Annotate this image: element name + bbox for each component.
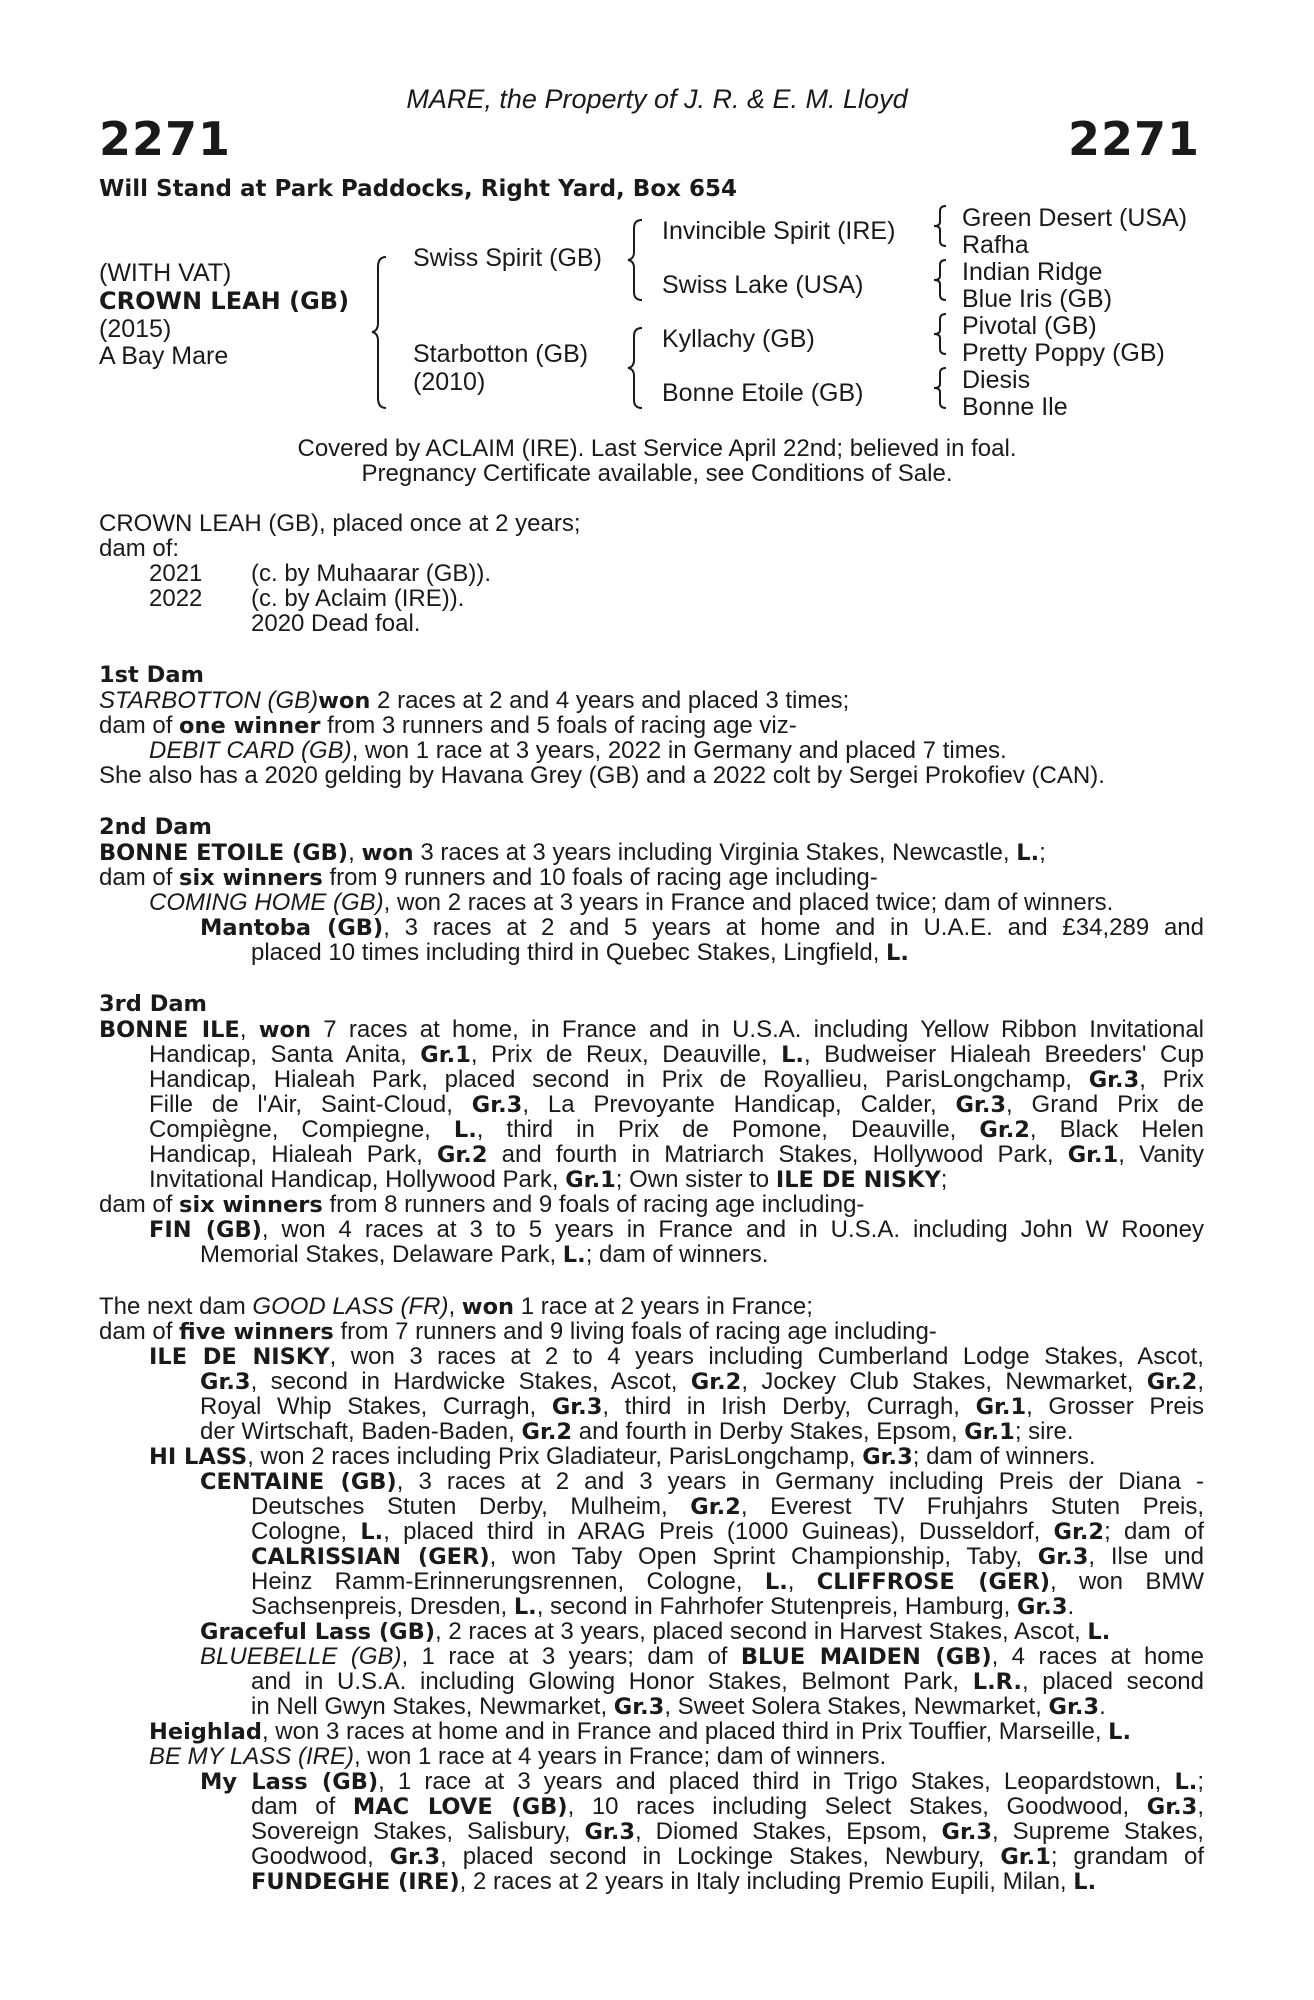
gen3-item: Bonne Ile (962, 393, 1068, 421)
produce-text: (c. by Aclaim (IRE)). (251, 585, 465, 612)
next-dam-line: dam of MAC LOVE (GB), 10 races including Select Stakes, Goodwood, Gr.3, (251, 1793, 1204, 1820)
next-dam-line: Sovereign Stakes, Salisbury, Gr.3, Diomed Stakes, Epsom, Gr.3, Supreme Stakes, (251, 1818, 1204, 1845)
third-dam-line: Handicap, Hialeah Park, Gr.2 and fourth in Matriarch Stakes, Hollywood Park, Gr.1, Vanity (149, 1141, 1204, 1168)
dam-year: (2010) (413, 368, 486, 396)
gen3-item: Blue Iris (GB) (962, 285, 1113, 313)
produce-year: 2021 (149, 560, 203, 587)
next-dam-line: Royal Whip Stakes, Curragh, Gr.3, third in Irish Derby, Curragh, Gr.1, Grosser Preis (200, 1393, 1204, 1420)
gen3-bracket (932, 366, 950, 410)
horse-year: (2015) (99, 315, 172, 343)
gen3-bracket (932, 204, 950, 248)
next-dam-line: Gr.3, second in Hardwicke Stakes, Ascot, Gr.2, Jockey Club Stakes, Newmarket, Gr.2, (200, 1368, 1204, 1395)
gen2-item: Swiss Lake (USA) (662, 271, 864, 299)
third-dam-heading: 3rd Dam (99, 991, 207, 1017)
second-dam-line: placed 10 times including third in Quebec Stakes, Lingfield, L. (251, 939, 909, 966)
gen3-item: Pivotal (GB) (962, 312, 1097, 340)
third-dam-line: Invitational Handicap, Hollywood Park, Gr.1; Own sister to ILE DE NISKY; (149, 1166, 948, 1193)
second-dam-line: Mantoba (GB), 3 races at 2 and 5 years at home and in U.A.E. and £34,289 and (200, 914, 1204, 941)
produce-dam-of: dam of: (99, 535, 180, 562)
next-dam-line: der Wirtschaft, Baden-Baden, Gr.2 and fourth in Derby Stakes, Epsom, Gr.1; sire. (200, 1418, 1074, 1445)
third-dam-line: BONNE ILE, won 7 races at home, in France and in U.S.A. including Yellow Ribbon Invitational (99, 1016, 1204, 1043)
produce-intro: CROWN LEAH (GB), placed once at 2 years; (99, 510, 581, 537)
next-dam-line: HI LASS, won 2 races including Prix Gladiateur, ParisLongchamp, Gr.3; dam of winners. (149, 1443, 1096, 1470)
gen3-item: Diesis (962, 366, 1031, 394)
third-dam-line: FIN (GB), won 4 races at 3 to 5 years in France and in U.S.A. including John W Rooney (149, 1216, 1204, 1243)
next-dam-line: The next dam GOOD LASS (FR), won 1 race at 2 years in France; (99, 1293, 813, 1320)
next-dam-line: BLUEBELLE (GB), 1 race at 3 years; dam of BLUE MAIDEN (GB), 4 races at home (200, 1643, 1204, 1670)
horse-name: CROWN LEAH (GB) (99, 287, 350, 315)
next-dam-line: Heighlad, won 3 races at home and in France and placed third in Prix Touffier, Marseille, L. (149, 1718, 1132, 1745)
third-dam-line: Handicap, Santa Anita, Gr.1, Prix de Reux, Deauville, L., Budweiser Hialeah Breeders' Cup (149, 1041, 1204, 1068)
dam-name: Starbotton (GB) (413, 340, 589, 368)
third-dam-line: dam of six winners from 8 runners and 9 foals of racing age including- (99, 1191, 865, 1218)
third-dam-line: Memorial Stakes, Delaware Park, L.; dam of winners. (200, 1241, 769, 1268)
first-dam-line: She also has a 2020 gelding by Havana Grey (GB) and a 2022 colt by Sergei Prokofiev (CAN). (99, 762, 1105, 789)
next-dam-line: Graceful Lass (GB), 2 races at 3 years, placed second in Harvest Stakes, Ascot, L. (200, 1618, 1111, 1645)
next-dam-line: in Nell Gwyn Stakes, Newmarket, Gr.3, Sweet Solera Stakes, Newmarket, Gr.3. (251, 1693, 1106, 1720)
dam-bracket (628, 326, 648, 410)
lot-number-left: 2271 (99, 112, 232, 166)
horse-description: A Bay Mare (99, 342, 229, 370)
next-dam-line: Goodwood, Gr.3, placed second in Lockinge Stakes, Newbury, Gr.1; grandam of (251, 1843, 1204, 1870)
second-dam-line: BONNE ETOILE (GB), won 3 races at 3 years including Virginia Stakes, Newcastle, L.; (99, 839, 1046, 866)
gen2-item: Kyllachy (GB) (662, 325, 815, 353)
sire-bracket (628, 218, 648, 302)
sire-name: Swiss Spirit (GB) (413, 244, 602, 272)
gen3-item: Rafha (962, 231, 1029, 259)
second-dam-line: COMING HOME (GB), won 2 races at 3 years in France and placed twice; dam of winners. (149, 889, 1114, 916)
next-dam-line: BE MY LASS (IRE), won 1 race at 4 years in France; dam of winners. (149, 1743, 887, 1770)
next-dam-line: and in U.S.A. including Glowing Honor Stakes, Belmont Park, L.R., placed second (251, 1668, 1204, 1695)
produce-text: (c. by Muhaarar (GB)). (251, 560, 492, 587)
page-subtitle: MARE, the Property of J. R. & E. M. Lloyd (406, 84, 908, 114)
gen3-bracket (932, 312, 950, 356)
third-dam-line: Compiègne, Compiegne, L., third in Prix de Pomone, Deauville, Gr.2, Black Helen (149, 1116, 1205, 1143)
gen2-item: Invincible Spirit (IRE) (662, 217, 896, 245)
gen3-bracket (932, 258, 950, 302)
second-dam-heading: 2nd Dam (99, 814, 212, 840)
next-dam-line: Deutsches Stuten Derby, Mulheim, Gr.2, Everest TV Fruhjahrs Stuten Preis, (251, 1493, 1204, 1520)
next-dam-line: My Lass (GB), 1 race at 3 years and placed third in Trigo Stakes, Leopardstown, L.; (200, 1768, 1204, 1795)
next-dam-line: FUNDEGHE (IRE), 2 races at 2 years in Italy including Premio Eupili, Milan, L. (251, 1868, 1097, 1895)
next-dam-line: dam of five winners from 7 runners and 9 living foals of racing age including- (99, 1318, 937, 1345)
first-dam-line: STARBOTTON (GB)won 2 races at 2 and 4 years and placed 3 times; (99, 687, 850, 714)
next-dam-line: Heinz Ramm-Erinnerungsrennen, Cologne, L., CLIFFROSE (GER), won BMW (251, 1568, 1204, 1595)
next-dam-line: CALRISSIAN (GER), won Taby Open Sprint Championship, Taby, Gr.3, Ilse und (251, 1543, 1204, 1570)
second-dam-line: dam of six winners from 9 runners and 10 foals of racing age including- (99, 864, 878, 891)
pregnancy-note: Pregnancy Certificate available, see Conditions of Sale. (361, 460, 953, 487)
next-dam-line: Cologne, L., placed third in ARAG Preis (1000 Guineas), Dusseldorf, Gr.2; dam of (251, 1518, 1204, 1545)
gen3-item: Pretty Poppy (GB) (962, 339, 1165, 367)
third-dam-line: Handicap, Hialeah Park, placed second in Prix de Royallieu, ParisLongchamp, Gr.3, Prix (149, 1066, 1204, 1093)
next-dam-line: Sachsenpreis, Dresden, L., second in Fahrhofer Stutenpreis, Hamburg, Gr.3. (251, 1593, 1075, 1620)
lot-number-right: 2271 (1067, 112, 1200, 166)
vat-note: (WITH VAT) (99, 259, 232, 287)
produce-year: 2022 (149, 585, 203, 612)
pedigree-bracket (372, 255, 392, 410)
gen3-item: Indian Ridge (962, 258, 1103, 286)
next-dam-line: ILE DE NISKY, won 3 races at 2 to 4 years including Cumberland Lodge Stakes, Ascot, (149, 1343, 1204, 1370)
stand-location: Will Stand at Park Paddocks, Right Yard, Box 654 (99, 176, 737, 202)
first-dam-heading: 1st Dam (99, 662, 204, 688)
covered-note: Covered by ACLAIM (IRE). Last Service April 22nd; believed in foal. (297, 435, 1017, 462)
produce-text: 2020 Dead foal. (251, 610, 421, 637)
third-dam-line: Fille de l'Air, Saint-Cloud, Gr.3, La Prevoyante Handicap, Calder, Gr.3, Grand Prix de (149, 1091, 1204, 1118)
first-dam-line: DEBIT CARD (GB), won 1 race at 3 years, 2022 in Germany and placed 7 times. (149, 737, 1007, 764)
gen3-item: Green Desert (USA) (962, 204, 1188, 232)
gen2-item: Bonne Etoile (GB) (662, 379, 864, 407)
next-dam-line: CENTAINE (GB), 3 races at 2 and 3 years in Germany including Preis der Diana - (200, 1468, 1204, 1495)
first-dam-line: dam of one winner from 3 runners and 5 foals of racing age viz- (99, 712, 797, 739)
